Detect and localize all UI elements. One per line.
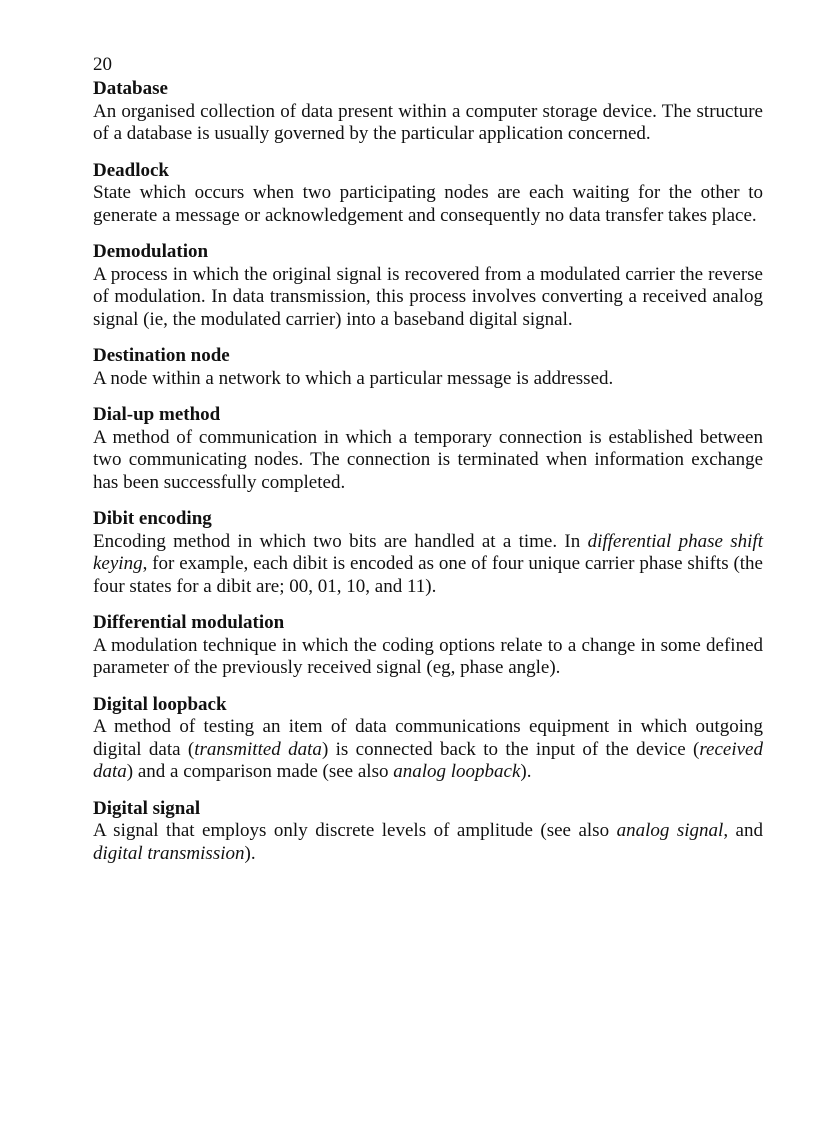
definition-text: A process in which the original signal is recovered from a modulated carrier the reverse of modulation. In data transmission, this process involves converting a received analog signal (ie, the modulated carrier) into a baseband digital signal. xyxy=(93,263,763,330)
document-page xyxy=(93,53,763,879)
definition-text: State which occurs when two participating nodes are each waiting for the other to generate a message or acknowledgement and consequently no data transfer takes place. xyxy=(93,182,763,226)
glossary-definition xyxy=(93,368,763,391)
glossary-definition xyxy=(93,635,763,680)
page-number: 20 xyxy=(93,54,112,75)
glossary-entry xyxy=(93,612,763,680)
glossary-term: Digital loopback xyxy=(93,693,227,715)
glossary-term: Deadlock xyxy=(93,159,169,181)
glossary-entry xyxy=(93,345,763,390)
glossary-term: Digital signal xyxy=(93,797,201,819)
definition-text: ). xyxy=(244,842,256,864)
definition-text: ) is connected back to the input of the device ( xyxy=(321,738,700,760)
glossary-entry xyxy=(93,404,763,494)
cross-reference: analog signal xyxy=(616,820,724,841)
glossary-entry xyxy=(93,798,763,866)
glossary-definition xyxy=(93,101,763,146)
glossary-term: Demodulation xyxy=(93,241,209,262)
cross-reference: digital transmission xyxy=(93,842,245,864)
definition-text: , and xyxy=(723,820,763,841)
cross-reference: differential phase shift keying xyxy=(93,530,763,574)
glossary-term: Differential modulation xyxy=(93,612,285,633)
glossary-definition xyxy=(93,427,763,495)
definition-text: ). xyxy=(520,761,532,782)
cross-reference: analog loopback xyxy=(393,761,521,782)
cross-reference: received data xyxy=(93,738,763,782)
definition-text: A modulation technique in which the coding options relate to a change in some defined parameter of the previously received signal (eg, phase angle). xyxy=(93,634,763,678)
glossary-entry xyxy=(93,160,763,228)
glossary-term: Dibit encoding xyxy=(93,508,212,529)
definition-text: An organised collection of data present within a computer storage device. The structure of a database is usually governed by the particular application concerned. xyxy=(93,100,763,144)
glossary-entry xyxy=(93,508,763,598)
glossary-definition xyxy=(93,182,763,227)
glossary-entry xyxy=(93,694,763,784)
definition-text: A method of communication in which a temporary connection is established between two communicating nodes. The connection is terminated when information exchange has been successfully completed. xyxy=(93,426,763,493)
definition-text: A method of testing an item of data communications equipment in which outgoing digital data ( xyxy=(93,716,763,760)
glossary-definition xyxy=(93,531,763,599)
definition-text: A node within a network to which a particular message is addressed. xyxy=(93,367,614,389)
definition-text: ) and a comparison made (see also xyxy=(126,761,394,782)
definition-text: , for example, each dibit is encoded as one of four unique carrier phase shifts (the four states for a dibit are; 00, 01, 10, and 11). xyxy=(93,553,763,597)
glossary-entry xyxy=(93,241,763,331)
definition-text: A signal that employs only discrete levels of amplitude (see also xyxy=(93,820,617,841)
glossary-definition xyxy=(93,264,763,332)
glossary-term: Dial-up method xyxy=(93,404,221,425)
cross-reference: transmitted data xyxy=(194,738,322,760)
glossary-term: Database xyxy=(93,78,168,99)
glossary-definition xyxy=(93,716,763,784)
definition-text: Encoding method in which two bits are handled at a time. In xyxy=(93,530,588,552)
glossary-entry xyxy=(93,78,763,146)
glossary-term: Destination node xyxy=(93,345,230,366)
glossary-definition xyxy=(93,820,763,865)
